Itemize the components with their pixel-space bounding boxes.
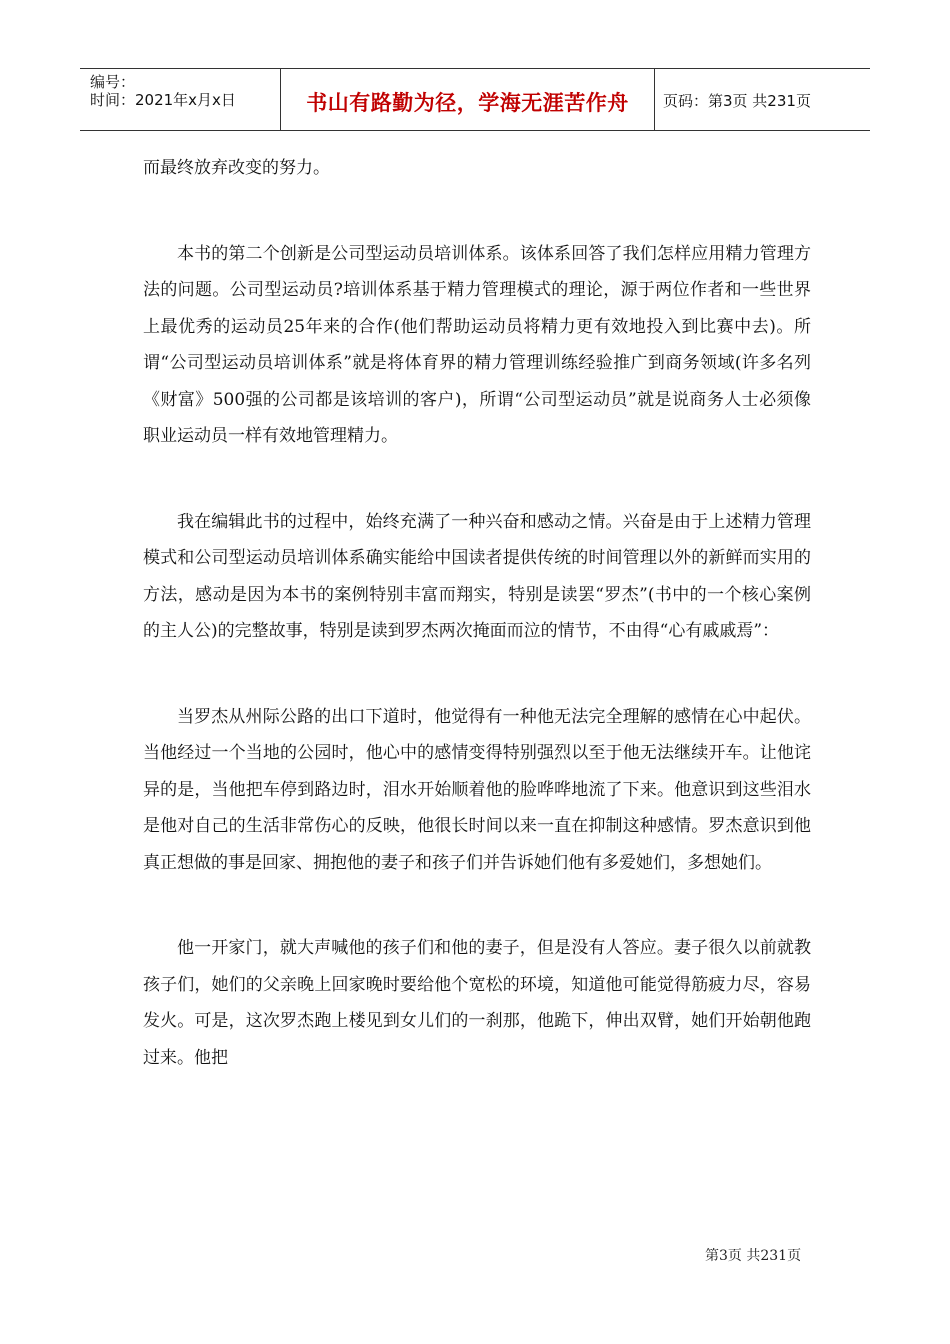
paragraph: 当罗杰从州际公路的出口下道时，他觉得有一种他无法完全理解的感情在心中起伏。当他经过一个当地的公园时，他心中的感情变得特别强烈以至于他无法继续开车。让他诧异的是，当他把车停到路边时，泪水开始顺着他的脸哗哗地流了下来。他意识到这些泪水是他对自己的生活非常伤心的反映，他很长时间以来一直在抑制这种感情。罗杰意识到他真正想做的事是回家、拥抱他的妻子和孩子们并告诉她们他有多爱她们，多想她们。 [143,706,811,873]
document-date-label: 时间：2021年x月x日 [90,91,236,109]
header-page-cell [653,69,870,130]
page-footer-number: 第3页 共231页 [705,1248,802,1264]
header-page-info: 页码：第3页 共231页 [663,92,811,110]
paragraph: 我在编辑此书的过程中，始终充满了一种兴奋和感动之情。兴奋是由于上述精力管理模式和公司型运动员培训体系确实能给中国读者提供传统的时间管理以外的新鲜而实用的方法，感动是因为本书的案例特别丰富而翔实，特别是读罢“罗杰”(书中的一个核心案例的主人公)的完整故事，特别是读到罗杰两次掩面而泣的情节，不由得“心有戚戚焉”： [143,511,811,641]
document-body [143,150,811,1076]
paragraph: 本书的第二个创新是公司型运动员培训体系。该体系回答了我们怎样应用精力管理方法的问题。公司型运动员?培训体系基于精力管理模式的理论，源于两位作者和一些世界上最优秀的运动员25年来的合作(他们帮助运动员将精力更有效地投入到比赛中去)。所谓“公司型运动员培训体系”就是将体育界的精力管理训练经验推广到商务领域(许多名列《财富》500强的公司都是该培训的客户)，所谓“公司型运动员”就是说商务人士必须像职业运动员一样有效地管理精力。 [143,243,811,446]
paragraph: 他一开家门，就大声喊他的孩子们和他的妻子，但是没有人答应。妻子很久以前就教孩子们，她们的父亲晚上回家晚时要给他个宽松的环境，知道他可能觉得筋疲力尽，容易发火。可是，这次罗杰跑上楼见到女儿们的一刹那，他跪下，伸出双臂，她们开始朝他跑过来。他把 [143,938,811,1068]
header-motto: 书山有路勤为径，学海无涯苦作舟 [306,91,629,115]
header-meta-cell [80,69,280,130]
document-number-label: 编号： [90,73,136,91]
page-header [80,68,870,131]
paragraph: 而最终放弃改变的努力。 [143,158,330,178]
header-motto-cell [280,69,655,130]
